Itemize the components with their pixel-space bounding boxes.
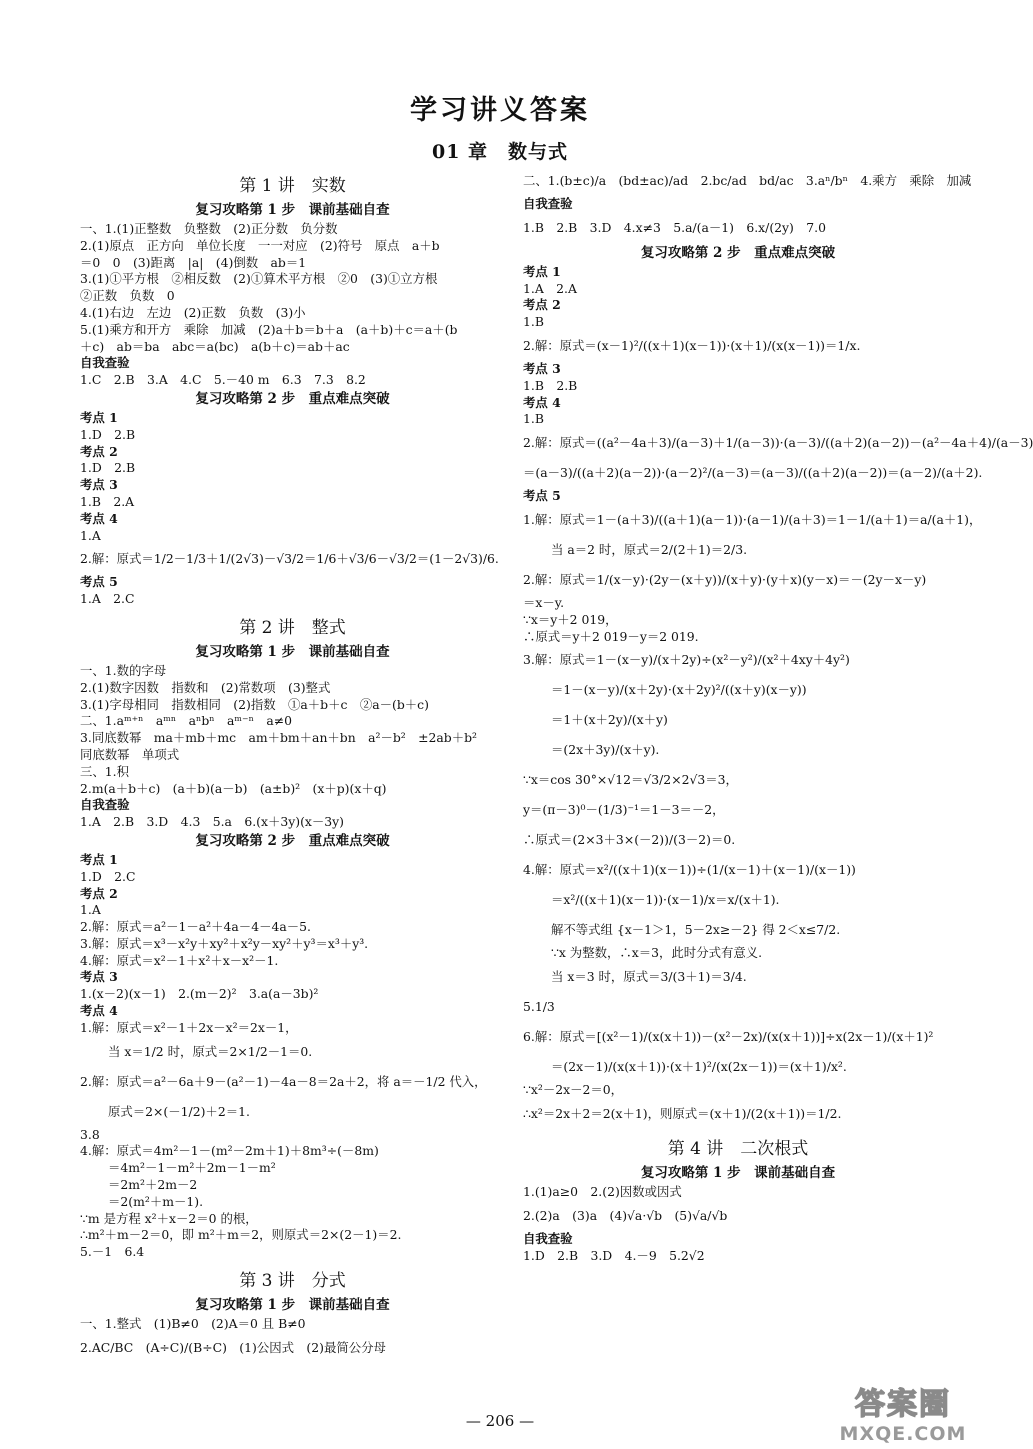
lesson-heading: 第 3 讲 分式 bbox=[239, 1271, 346, 1292]
step-heading: 复习攻略第 1 步 课前基础自查 bbox=[195, 1297, 390, 1314]
formula-line: 4.解：原式＝x²/((x＋1)(x－1))÷(1/(x－1)＋(x－1)/(x－1)) bbox=[523, 862, 856, 878]
answer-line: 1.A bbox=[80, 902, 101, 918]
section-label: 考点 3 bbox=[523, 360, 561, 376]
answer-line: 3.解：原式＝x³－x²y＋xy²＋x²y－xy²＋y³＝x³＋y³. bbox=[80, 935, 369, 951]
answer-line: 2.(1)数字因数 指数和 (2)常数项 (3)整式 bbox=[80, 679, 331, 695]
step-heading: 复习攻略第 2 步 重点难点突破 bbox=[195, 390, 390, 407]
left-column bbox=[80, 166, 505, 1363]
answer-line: 3.8 bbox=[80, 1126, 100, 1142]
answer-line: ＝4m²－1－m²＋2m－1－m² bbox=[108, 1160, 276, 1176]
answer-line: 3.(1)①平方根 ②相反数 (2)①算术平方根 ②0 (3)①立方根 bbox=[80, 271, 438, 287]
formula-line: 二、1.(b±c)/a (bd±ac)/ad 2.bc/ad bd/ac 3.aⁿ/bⁿ 4.乘方 乘除 加减 bbox=[523, 173, 972, 188]
answer-line: ∵x＝y＋2 019， bbox=[523, 611, 618, 627]
formula-line: 5.1/3 bbox=[523, 999, 555, 1015]
answer-line: ∴m²＋m－2＝0，即 m²＋m＝2，则原式＝2×(2－1)＝2. bbox=[80, 1227, 402, 1243]
answer-line: 1.D 2.C bbox=[80, 868, 136, 884]
chapter-title: 01 章 数与式 bbox=[431, 141, 569, 163]
answer-line: 2.解：原式＝a²－1－a²＋4a－4－4a－5. bbox=[80, 919, 311, 935]
answer-line: 一、1.整式 (1)B≠0 (2)A＝0 且 B≠0 bbox=[80, 1316, 306, 1332]
section-label: 考点 2 bbox=[80, 885, 118, 901]
answer-line: 1.(x－2)(x－1) 2.(m－2)² 3.a(a－3b)² bbox=[80, 986, 319, 1002]
answer-line: ＝x－y. bbox=[523, 594, 565, 610]
answer-line: 5.(1)乘方和开方 乘除 加减 (2)a＋b＝b＋a (a＋b)＋c＝a＋(b bbox=[80, 321, 458, 337]
section-label: 自我查验 bbox=[80, 797, 130, 813]
answer-line: 3.同底数幂 ma＋mb＋mc am＋bm＋an＋bn a²－b² ±2ab＋b² bbox=[80, 730, 478, 746]
section-label: 考点 1 bbox=[80, 851, 118, 867]
formula-line: ∵x＝cos 30°×√12＝√3/2×2√3＝3， bbox=[523, 772, 738, 788]
section-label: 考点 5 bbox=[523, 488, 561, 504]
section-label: 考点 4 bbox=[80, 1003, 118, 1019]
answer-line: 5.－1 6.4 bbox=[80, 1244, 145, 1260]
watermark-main-text: 答案圈 bbox=[855, 1387, 951, 1422]
formula-line: 2.解：原式＝1/(x－y)·(2y－(x＋y))/(x＋y)·(y＋x)(y－x)＝－(2y－x－y) bbox=[523, 571, 927, 587]
lesson-heading: 第 4 讲 二次根式 bbox=[667, 1138, 809, 1159]
formula-line: 原式＝2×(－1/2)＋2＝1. bbox=[108, 1103, 250, 1119]
section-label: 自我查验 bbox=[80, 355, 130, 371]
section-label: 考点 3 bbox=[80, 969, 118, 985]
answer-line: 三、1.积 bbox=[80, 763, 129, 779]
section-label: 自我查验 bbox=[523, 196, 573, 211]
answer-line: ②正数 负数 0 bbox=[80, 288, 175, 304]
section-label: 自我查验 bbox=[523, 1230, 573, 1246]
answer-line: 1.C 2.B 3.A 4.C 5.－40 m 6.3 7.3 8.2 bbox=[80, 372, 366, 388]
page-number: — 206 — bbox=[465, 1412, 535, 1430]
step-heading: 复习攻略第 2 步 重点难点突破 bbox=[640, 244, 836, 261]
formula-line: 1.B 2.B 3.D 4.x≠3 5.a/(a－1) 6.x/(2y) 7.0 bbox=[523, 219, 826, 235]
answer-line: ＋c) ab＝ba abc＝a(bc) a(b＋c)＝ab＋ac bbox=[80, 338, 350, 354]
watermark-site-text: MXQE.COM bbox=[839, 1423, 967, 1445]
formula-line: 2.AC/BC (A÷C)/(B÷C) (1)公因式 (2)最简公分母 bbox=[80, 1339, 386, 1355]
answer-line: 4.解：原式＝x²－1＋x²＋x－x²－1. bbox=[80, 952, 279, 968]
answer-line: 4.解：原式＝4m²－1－(m²－2m＋1)＋8m³÷(－8m) bbox=[80, 1143, 379, 1159]
step-heading: 复习攻略第 1 步 课前基础自查 bbox=[195, 202, 390, 218]
formula-line: ∴x²＝2x＋2＝2(x＋1)，则原式＝(x＋1)/(2(x＋1))＝1/2. bbox=[523, 1105, 842, 1121]
formula-line: y＝(π－3)⁰－(1/3)⁻¹＝1－3＝－2， bbox=[523, 802, 725, 818]
formula-line: 当 a＝2 时，原式＝2/(2＋1)＝2/3. bbox=[551, 541, 748, 557]
formula-line: 2.解：原式＝((a²－4a＋3)/(a－3)＋1/(a－3))·(a－3)/((a＋2)(a－2))－(a²－4a＋4)/(a－3) bbox=[523, 435, 1033, 451]
answer-line: 一、1.数的字母 bbox=[80, 662, 167, 678]
section-label: 考点 2 bbox=[523, 297, 561, 313]
answer-line: ∴原式＝y＋2 019－y＝2 019. bbox=[523, 628, 699, 644]
answer-line: 3.(1)字母相同 指数相同 (2)指数 ①a＋b＋c ②a－(b＋c) bbox=[80, 696, 429, 712]
answer-line: 二、1.aᵐ⁺ⁿ aᵐⁿ aⁿbⁿ aᵐ⁻ⁿ a≠0 bbox=[80, 713, 292, 729]
formula-line: 当 x＝3 时，原式＝3/(3＋1)＝3/4. bbox=[551, 969, 747, 985]
answer-line: 1.B bbox=[523, 411, 544, 427]
answer-line: 1.B 2.A bbox=[80, 493, 135, 509]
answer-line: 1.A 2.A bbox=[523, 280, 577, 296]
formula-line: 2.解：原式＝1/2－1/3＋1/(2√3)－√3/2＝1/6＋√3/6－√3/2＝(1－2√3)/6. bbox=[80, 551, 499, 567]
page-title: 学习讲义答案 bbox=[410, 95, 590, 126]
formula-line: ＝1－(x－y)/(x＋2y)·(x＋2y)²/((x＋y)(x－y)) bbox=[551, 682, 807, 698]
formula-line: ＝(a－3)/((a＋2)(a－2))·(a－2)²/(a－3)＝(a－3)/((a＋2)(a－2))＝(a－2)/(a＋2). bbox=[523, 465, 983, 481]
right-column bbox=[523, 166, 1033, 1264]
section-label: 考点 5 bbox=[80, 574, 118, 590]
answer-line: ＝2m²＋2m－2 bbox=[108, 1177, 198, 1193]
answer-line: ∵x 为整数，∴x＝3，此时分式有意义. bbox=[551, 945, 763, 961]
answer-line: ∵x²－2x－2＝0， bbox=[523, 1082, 624, 1098]
formula-line: 1.解：原式＝1－(a＋3)/((a＋1)(a－1))·(a－1)/(a＋3)＝1－1/(a＋1)＝a/(a＋1)， bbox=[523, 511, 982, 527]
answer-line: 2.m(a＋b＋c) (a＋b)(a－b) (a±b)² (x＋p)(x＋q) bbox=[80, 780, 387, 796]
step-heading: 复习攻略第 2 步 重点难点突破 bbox=[195, 832, 390, 849]
answer-line: 4.(1)右边 左边 (2)正数 负数 (3)小 bbox=[80, 304, 306, 320]
formula-line: 2.解：原式＝a²－6a＋9－(a²－1)－4a－8＝2a＋2，将 a＝－1/2 代入， bbox=[80, 1073, 487, 1089]
answer-line: ∵m 是方程 x²＋x－2＝0 的根， bbox=[80, 1210, 258, 1226]
formula-line: ＝(2x＋3y)/(x＋y). bbox=[551, 742, 660, 758]
formula-line: 6.解：原式＝[(x²－1)/(x(x＋1))－(x²－2x)/(x(x＋1))]÷x(2x－1)/(x＋1)² bbox=[523, 1029, 934, 1045]
answer-line: 1.B bbox=[523, 314, 544, 330]
formula-line: 解不等式组 {x－1＞1，5－2x≥－2} 得 2＜x≤7/2. bbox=[551, 922, 841, 938]
step-heading: 复习攻略第 1 步 课前基础自查 bbox=[640, 1164, 836, 1181]
section-label: 考点 1 bbox=[80, 409, 118, 425]
section-label: 考点 2 bbox=[80, 443, 118, 459]
lesson-heading: 第 2 讲 整式 bbox=[239, 617, 346, 638]
answer-line: ＝2(m²＋m－1). bbox=[108, 1193, 204, 1209]
answer-line: 1.A bbox=[80, 527, 101, 543]
lesson-heading: 第 1 讲 实数 bbox=[239, 176, 346, 196]
answer-line: 一、1.(1)正整数 负整数 (2)正分数 负分数 bbox=[80, 221, 338, 236]
formula-line: ＝(2x－1)/(x(x＋1))·(x＋1)²/(x(2x－1))＝(x＋1)/x². bbox=[551, 1059, 847, 1075]
answer-line: 同底数幂 单项式 bbox=[80, 746, 180, 762]
section-label: 考点 4 bbox=[80, 510, 118, 526]
formula-line: 2.解：原式＝(x－1)²/((x＋1)(x－1))·(x＋1)/(x(x－1))＝1/x. bbox=[523, 337, 861, 353]
answer-line: 2.(1)原点 正方向 单位长度 一一对应 (2)符号 原点 a＋b bbox=[80, 237, 440, 253]
watermark-logo bbox=[823, 1381, 983, 1443]
answer-line: 1.B 2.B bbox=[523, 377, 578, 393]
answer-line: 1.D 2.B 3.D 4.－9 5.2√2 bbox=[523, 1247, 705, 1263]
answer-line: 1.A 2.C bbox=[80, 591, 135, 607]
answer-line: ＝0 0 (3)距离 |a| (4)倒数 ab＝1 bbox=[80, 254, 307, 270]
answer-line: 1.(1)a≥0 2.(2)因数或因式 bbox=[523, 1183, 682, 1199]
formula-line: ∴原式＝(2×3＋3×(－2))/(3－2)＝0. bbox=[523, 832, 736, 848]
formula-line: 当 x＝1/2 时，原式＝2×1/2－1＝0. bbox=[108, 1043, 313, 1059]
section-label: 考点 1 bbox=[523, 263, 561, 279]
formula-line: ＝1＋(x＋2y)/(x＋y) bbox=[551, 712, 668, 728]
answer-line: 1.解：原式＝x²－1＋2x－x²＝2x－1， bbox=[80, 1019, 298, 1035]
step-heading: 复习攻略第 1 步 课前基础自查 bbox=[195, 643, 390, 660]
section-label: 考点 4 bbox=[523, 394, 561, 410]
answer-line: 1.A 2.B 3.D 4.3 5.a 6.(x＋3y)(x－3y) bbox=[80, 814, 345, 830]
formula-line: 3.解：原式＝1－(x－y)/(x＋2y)÷(x²－y²)/(x²＋4xy＋4y²) bbox=[523, 652, 850, 668]
section-label: 考点 3 bbox=[80, 477, 118, 493]
answer-line: 1.D 2.B bbox=[80, 460, 136, 476]
answer-line: 1.D 2.B bbox=[80, 426, 136, 442]
formula-line: 2.(2)a (3)a (4)√a·√b (5)√a/√b bbox=[523, 1207, 728, 1223]
formula-line: ＝x²/((x＋1)(x－1))·(x－1)/x＝x/(x＋1). bbox=[551, 892, 780, 908]
